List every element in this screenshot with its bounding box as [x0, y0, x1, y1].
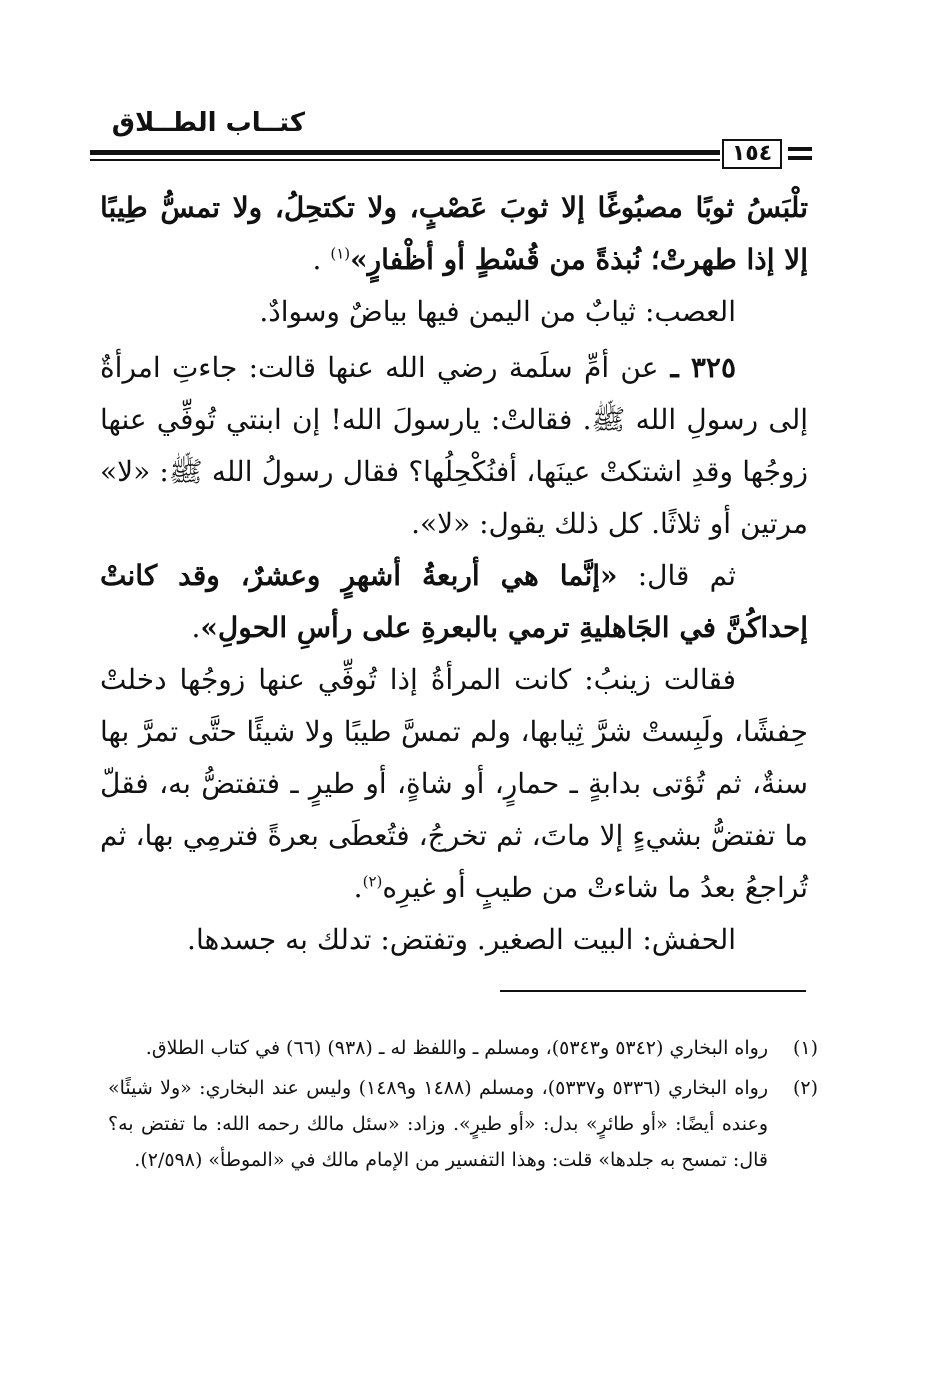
paragraph-lead: ثم قال:	[617, 559, 736, 592]
main-text	[100, 182, 808, 966]
paragraph	[100, 550, 808, 654]
paragraph	[100, 182, 808, 286]
hadith-quote: تلْبَسُ ثوبًا مصبُوغًا إلا ثوبَ عَصْبٍ، ولا تكتحِلُ، ولا تمسُّ طِيبًا إلا إذا طهرتْ؛ نُبذةً من قُسْطٍ أو أظْفارٍ»	[100, 191, 808, 276]
page-number: ١٥٤	[722, 139, 782, 169]
running-title: كتــاب الطــلاق	[111, 108, 305, 138]
page-number-ornament	[788, 156, 812, 160]
hadith-paragraph	[100, 342, 808, 550]
footnote-number: (١)	[792, 1037, 818, 1059]
footnote-number: (٢)	[792, 1077, 818, 1099]
paragraph-text: فقالت زينبُ: كانت المرأةُ إذا تُوفِّي عنها زوجُها دخلتْ حِفشًا، ولَبِستْ شرَّ ثِيابها، ولم تمسَّ طيبًا ولا شيئًا حتَّى تمرَّ بها سنةٌ، ثم تُؤتى بدابةٍ ـ حمارٍ، أو شاةٍ، أو طيرٍ ـ فتفتضُّ به، فقلّ ما تفتضُّ بشيءٍ إلا ماتَ، ثم تخرجُ، فتُعطَى بعرةً فترمِي بها، ثم تُراجعُ بعدُ ما شاءتْ من طيبٍ أو غيرِه	[100, 663, 808, 904]
paragraph-end: .	[191, 611, 201, 644]
hadith-number: ٣٢٥ ـ	[658, 351, 736, 384]
hadith-text: عن أمِّ سلَمة رضي الله عنها قالت: جاءتِ امرأةٌ إلى رسولِ الله ﷺ. فقالتْ: يارسولَ الله! إن ابنتي تُوفِّي عنها زوجُها وقدِ اشتكتْ عينَها، أفنُكْحِلُها؟ فقال رسولُ الله ﷺ: «لا» مرتين أو ثلاثًا. كل ذلك يقول: «لا».	[100, 351, 808, 540]
header-rule-thick	[90, 150, 720, 155]
footnotes	[108, 1030, 818, 1182]
gloss: الحفش: البيت الصغير. وتفتض: تدلك به جسدها.	[187, 923, 736, 956]
footnote	[108, 1030, 818, 1066]
footnote-ref: (١)	[330, 244, 351, 263]
page-number-ornament	[788, 147, 812, 151]
footnote-text: رواه البخاري (٥٣٣٦ و٥٣٣٧)، ومسلم (١٤٨٨ و١٤٨٩) وليس عند البخاري: «ولا شيئًا» وعنده أيضًا: «أو طائرٍ» بدل: «أو طيرٍ». وزاد: «سئل مالك رحمه الله: ما تفتض به؟ قال: تمسح به جلدها» قلت: وهذا التفسير من الإمام مالك في «الموطأ» (٢/٥٩٨).	[108, 1077, 769, 1171]
header-rule-thin	[90, 159, 720, 161]
paragraph-end: .	[312, 243, 331, 276]
footnote-separator	[500, 990, 806, 992]
gloss: العصب: ثيابٌ من اليمن فيها بياضٌ وسوادٌ.	[259, 295, 736, 328]
footnote-ref: (٢)	[362, 872, 383, 891]
footnote-text: رواه البخاري (٥٣٤٢ و٥٣٤٣)، ومسلم ـ واللفظ له ـ (٩٣٨) (٦٦) في كتاب الطلاق.	[145, 1037, 768, 1059]
paragraph-end: .	[353, 871, 363, 904]
footnote	[108, 1070, 818, 1178]
hadith-quote: «إنَّما هي أربعةُ أشهرٍ وعشرٌ، وقد كانتْ إحداكُنَّ في الجَاهليةِ ترمي بالبعرةِ على رأسِ الحولِ»	[100, 559, 808, 644]
paragraph	[100, 654, 808, 914]
